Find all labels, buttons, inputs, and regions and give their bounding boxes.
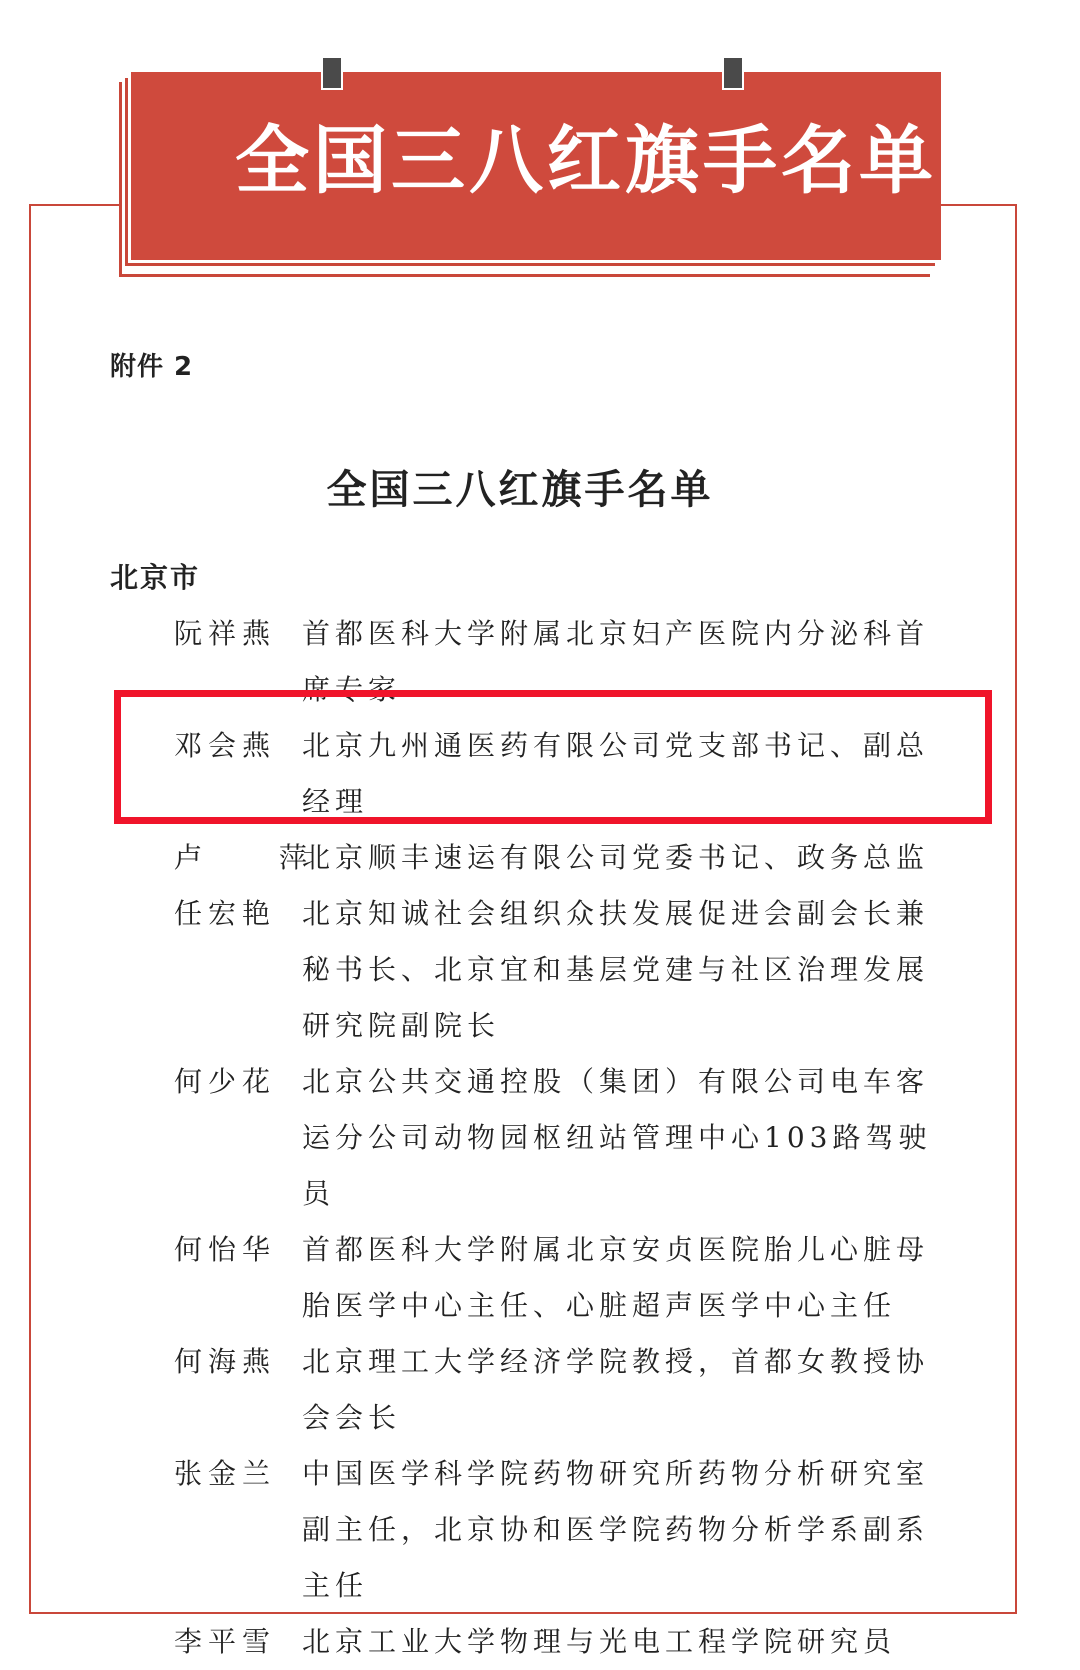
honoree-name: 张金兰 bbox=[174, 1457, 277, 1490]
title-banner bbox=[131, 72, 941, 260]
honoree-title: 北京顺丰速运有限公司党委书记、政务总监 bbox=[302, 841, 930, 874]
honoree-title: 北京知诚社会组织众扶发展促进会副会长兼秘书长、北京宜和基层党建与社区治理发展研究院副院长 bbox=[302, 897, 930, 1042]
banner-title: 全国三八红旗手名单 bbox=[235, 118, 937, 204]
list-item bbox=[0, 1446, 1080, 1614]
honoree-title: 北京工业大学物理与光电工程学院研究员 bbox=[302, 1625, 897, 1658]
honoree-title: 首都医科大学附属北京妇产医院内分泌科首席专家 bbox=[302, 617, 930, 706]
honoree-name: 何海燕 bbox=[174, 1345, 277, 1378]
honoree-title: 北京理工大学经济学院教授，首都女教授协会会长 bbox=[302, 1345, 930, 1434]
honoree-name: 李平雪 bbox=[174, 1625, 277, 1658]
section-heading: 北京市 bbox=[110, 561, 201, 594]
list-item bbox=[0, 1334, 1080, 1446]
list-item bbox=[0, 1054, 1080, 1222]
honoree-name: 阮祥燕 bbox=[174, 617, 277, 650]
banner-tab-left bbox=[321, 56, 343, 90]
honoree-name: 何少花 bbox=[174, 1065, 277, 1098]
honoree-title: 北京九州通医药有限公司党支部书记、副总经理 bbox=[302, 729, 930, 818]
honoree-title: 北京公共交通控股（集团）有限公司电车客运分公司动物园枢纽站管理中心103路驾驶员 bbox=[302, 1065, 932, 1210]
honoree-name: 任宏艳 bbox=[174, 897, 277, 930]
list-item bbox=[0, 1222, 1080, 1334]
honoree-title: 首都医科大学附属北京安贞医院胎儿心脏母胎医学中心主任、心脏超声医学中心主任 bbox=[302, 1233, 930, 1322]
list-item bbox=[0, 718, 1080, 830]
honoree-name: 卢 萍 bbox=[174, 841, 341, 874]
honoree-name: 何怡华 bbox=[174, 1233, 277, 1266]
honoree-list bbox=[0, 606, 1080, 1670]
list-item bbox=[0, 830, 1080, 886]
honoree-name: 邓会燕 bbox=[174, 729, 277, 762]
document-title: 全国三八红旗手名单 bbox=[326, 467, 714, 513]
list-item bbox=[0, 606, 1080, 718]
attachment-label: 附件 2 bbox=[110, 352, 194, 382]
banner-tab-right bbox=[722, 56, 744, 90]
honoree-title: 中国医学科学院药物研究所药物分析研究室副主任，北京协和医学院药物分析学系副系主任 bbox=[302, 1457, 930, 1602]
list-item bbox=[0, 886, 1080, 1054]
list-item bbox=[0, 1614, 1080, 1670]
